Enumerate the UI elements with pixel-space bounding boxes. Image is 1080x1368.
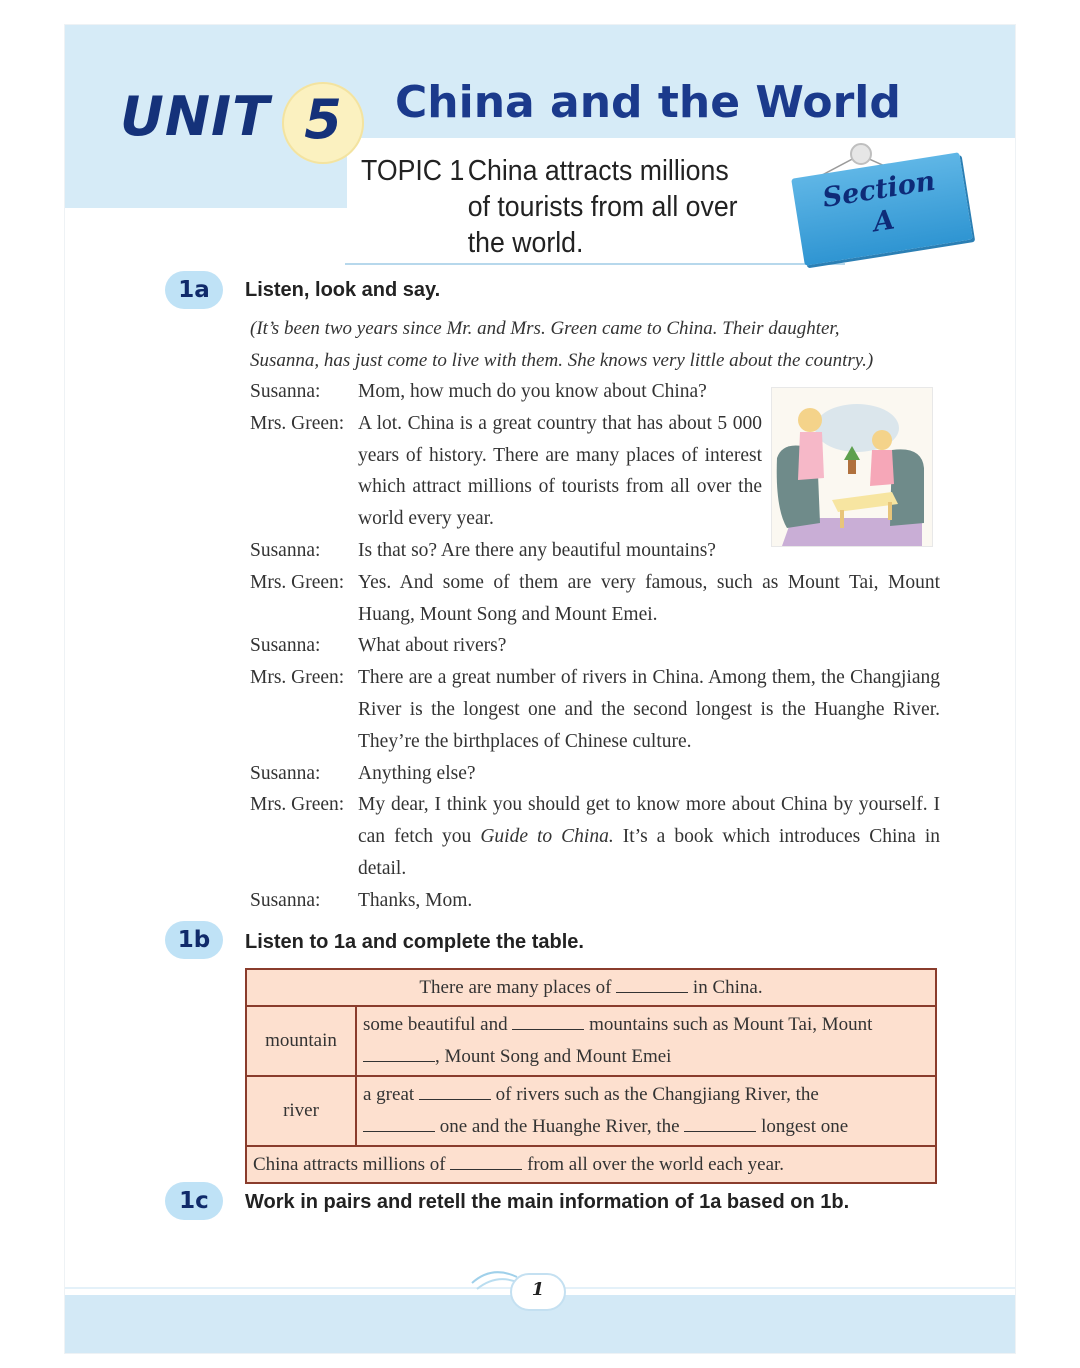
topic-title-line: China attracts millions [467, 155, 729, 187]
section-word: Section [820, 165, 938, 214]
table-cell: some beautiful and mountains such as Mount Tai, Mount , Mount Song and Mount Emei [357, 1007, 935, 1075]
table-row [247, 1075, 935, 1145]
exercise-badge-1a: 1a [165, 271, 223, 309]
speaker: Susanna: [250, 889, 321, 911]
speaker: Susanna: [250, 635, 321, 657]
table-cell: a great of rivers such as the Changjiang River, the one and the Huanghe River, the longest one [357, 1077, 935, 1145]
instruction-1b: Listen to 1a and complete the table. [245, 931, 584, 953]
topic-heading [361, 153, 757, 261]
pin-icon [850, 143, 872, 165]
dialogue-turn [250, 789, 940, 884]
dialogue-turn [250, 567, 940, 631]
intro-line: Susanna, has just come to live with them. She knows very little about the country.) [250, 350, 874, 371]
answer-blank[interactable] [363, 1043, 435, 1062]
speech: What about rivers? [358, 635, 507, 657]
speech: There are a great number of rivers in China. Among them, the Changjiang River is the longest one and the second longest is the Huanghe River. They’re the birthplaces of Chinese culture. [358, 667, 940, 752]
instruction-1c: Work in pairs and retell the main information of 1a based on 1b. [245, 1191, 850, 1213]
page-number-badge [510, 1273, 566, 1311]
answer-blank[interactable] [450, 1151, 522, 1170]
row-label-river: river [247, 1077, 357, 1145]
table-row [247, 1005, 935, 1075]
textbook-page [65, 25, 1015, 1353]
section-letter: A [871, 204, 897, 239]
speaker: Mrs. Green: [250, 667, 345, 689]
answer-blank[interactable] [684, 1113, 756, 1132]
speaker: Susanna: [250, 381, 321, 402]
speaker: Mrs. Green: [250, 412, 345, 434]
topic-label: TOPIC 1 [361, 155, 465, 187]
dialogue-turn [250, 758, 940, 790]
dialogue-intro [250, 313, 940, 377]
unit-label: UNIT [120, 85, 270, 148]
table-cell: China attracts millions of from all over the world each year. [247, 1147, 935, 1182]
dialogue-turn [250, 630, 940, 662]
answer-blank[interactable] [419, 1081, 491, 1100]
instruction-1a: Listen, look and say. [245, 279, 441, 301]
unit-number: 5 [304, 88, 342, 151]
topic-title-line: the world. [467, 227, 584, 259]
answer-blank[interactable] [363, 1113, 435, 1132]
speech: Is that so? Are there any beautiful mountains? [358, 539, 716, 561]
exercise-badge-1b: 1b [165, 921, 223, 959]
intro-line: (It’s been two years since Mr. and Mrs. Green came to China. Their daughter, [250, 318, 840, 339]
unit-title: China and the World [395, 77, 901, 128]
speech: Thanks, Mom. [358, 889, 473, 911]
speaker: Susanna: [250, 762, 321, 784]
table-row [247, 1145, 935, 1182]
answer-blank[interactable] [512, 1011, 584, 1030]
topic-underline [345, 263, 845, 265]
table-cell: There are many places of in China. [247, 970, 935, 1005]
speech: A lot. China is a great country that has about 5 000 years of history. There are many places of interest which attract millions of tourists from all over the world every year. [358, 412, 762, 530]
speech: Anything else? [358, 762, 476, 784]
speaker: Susanna: [250, 539, 321, 561]
unit-number-circle [282, 82, 364, 164]
topic-title-line: of tourists from all over [467, 191, 738, 223]
answer-blank[interactable] [616, 974, 688, 993]
table-row [247, 970, 935, 1005]
page-number: 1 [531, 1279, 545, 1300]
speech: My dear, I think you should get to know more about China by yourself. I can fetch you Guide to China. It’s a book which introduces China in detail. [358, 794, 941, 879]
speech: Mom, how much do you know about China? [358, 381, 707, 402]
completion-table [245, 968, 937, 1184]
exercise-badge-1c: 1c [165, 1182, 223, 1220]
speaker: Mrs. Green: [250, 571, 345, 593]
dialogue-turn [250, 662, 940, 757]
book-title: Guide to China. [480, 826, 614, 848]
row-label-mountain: mountain [247, 1007, 357, 1075]
mother-daughter-illustration [771, 387, 933, 547]
speaker: Mrs. Green: [250, 794, 345, 816]
speech: Yes. And some of them are very famous, such as Mount Tai, Mount Huang, Mount Song and Mount Emei. [358, 571, 940, 625]
dialogue-turn [250, 885, 940, 917]
